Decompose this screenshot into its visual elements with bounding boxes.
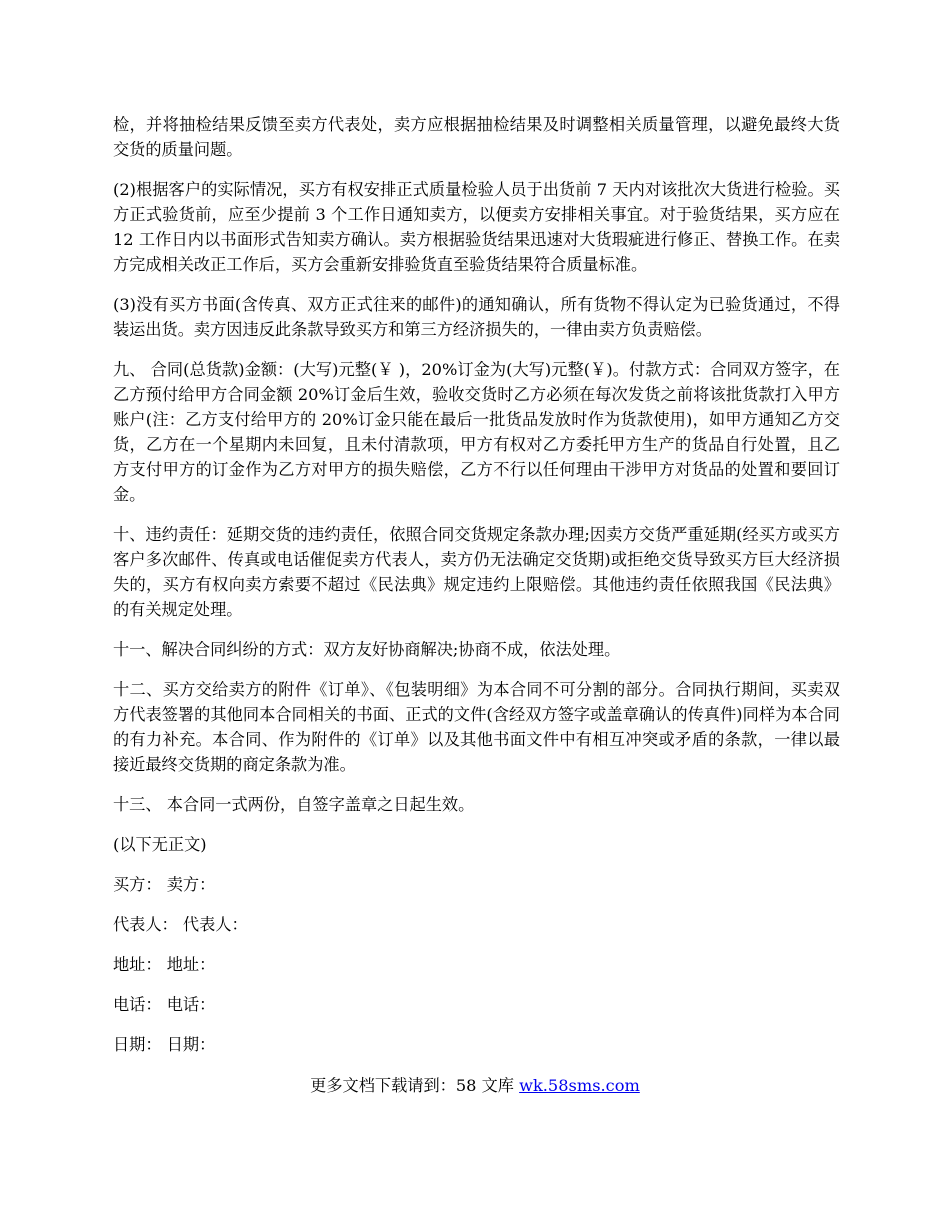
footer-link[interactable]: wk.58sms.com xyxy=(519,1076,640,1095)
footer-text: 更多文档下载请到：58 文库 xyxy=(310,1076,520,1095)
paragraph-article-12: 十二、买方交给卖方的附件《订单》、《包装明细》为本合同不可分割的部分。合同执行期间，买卖双方代表签署的其他同本合同相关的书面、正式的文件(含经双方签字或盖章确认的传真件)同样为本合同的有力补充。本合同、作为附件的《订单》以及其他书面文件中有相互冲突或矛盾的条款，一律以最接近最终交货期的商定条款为准。 xyxy=(113,680,840,774)
page-footer xyxy=(0,1073,950,1098)
document-body xyxy=(113,112,840,1072)
signature-address: 地址： 地址： xyxy=(113,955,216,974)
signature-buyer-seller: 买方： 卖方： xyxy=(113,875,216,894)
paragraph-no-more-text: (以下无正文) xyxy=(113,835,207,854)
paragraph-article-13: 十三、 本合同一式两份，自签字盖章之日起生效。 xyxy=(113,795,475,814)
paragraph-inspection-feedback: 检，并将抽检结果反馈至卖方代表处，卖方应根据抽检结果及时调整相关质量管理，以避免最终大货交货的质量问题。 xyxy=(113,115,840,159)
signature-representative: 代表人： 代表人： xyxy=(113,915,248,934)
paragraph-article-10: 十、违约责任：延期交货的违约责任，依照合同交货规定条款办理;因卖方交货严重延期(经买方或买方客户多次邮件、传真或电话催促卖方代表人，卖方仍无法确定交货期)或拒绝交货导致买方巨大经济损失的，买方有权向卖方索要不超过《民法典》规定违约上限赔偿。其他违约责任依照我国《民法典》的有关规定处理。 xyxy=(113,525,840,619)
paragraph-article-9: 九、 合同(总货款)金额：(大写)元整(￥ )，20%订金为(大写)元整(￥)。付款方式：合同双方签字，在乙方预付给甲方合同金额 20%订金后生效，验收交货时乙方必须在每次发货之前将该批货款打入甲方账户(注：乙方支付给甲方的 20%订金只能在最后一批货品发放时作为货款使用)，如甲方通知乙方交货，乙方在一个星期内未回复，且未付清款项，甲方有权对乙方委托甲方生产的货品自行处置，且乙方支付甲方的订金作为乙方对甲方的损失赔偿，乙方不行以任何理由干涉甲方对货品的处置和要回订金。 xyxy=(113,360,840,504)
paragraph-clause-3: (3)没有买方书面(含传真、双方正式往来的邮件)的通知确认，所有货物不得认定为已验货通过，不得装运出货。卖方因违反此条款导致买方和第三方经济损失的，一律由卖方负责赔偿。 xyxy=(113,295,840,339)
signature-phone: 电话： 电话： xyxy=(113,995,216,1014)
paragraph-clause-2: (2)根据客户的实际情况，买方有权安排正式质量检验人员于出货前 7 天内对该批次大货进行检验。买方正式验货前，应至少提前 3 个工作日通知卖方，以便卖方安排相关事宜。对于验货结果，买方应在 12 工作日内以书面形式告知卖方确认。卖方根据验货结果迅速对大货瑕疵进行修正、替换工作。在卖方完成相关改正工作后，买方会重新安排验货直至验货结果符合质量标准。 xyxy=(113,180,840,274)
signature-date: 日期： 日期： xyxy=(113,1035,216,1054)
paragraph-article-11: 十一、解决合同纠纷的方式：双方友好协商解决;协商不成，依法处理。 xyxy=(113,640,621,659)
